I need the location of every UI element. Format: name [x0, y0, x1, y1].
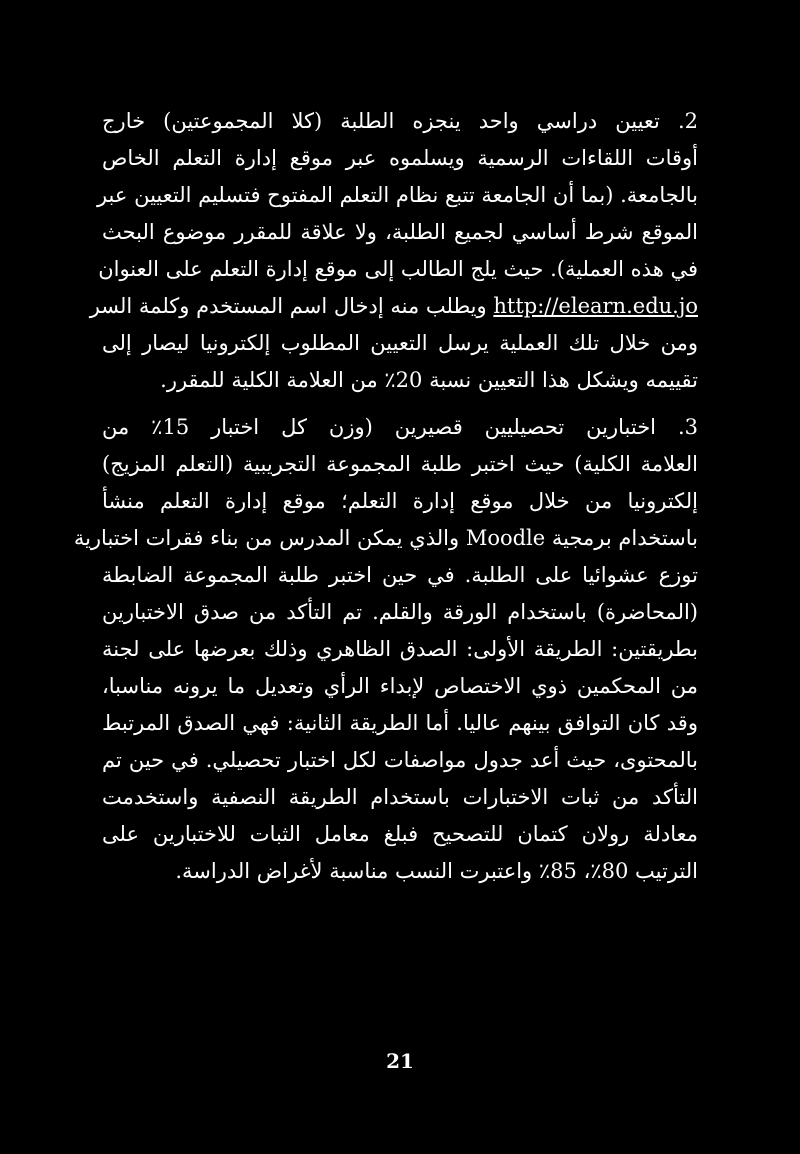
text-line: بالجامعة. (بما أن الجامعة تتبع نظام التعلم المفتوح فتسليم التعيين عبر — [96, 183, 698, 207]
text-line: توزع عشوائيا على الطلبة. في حين اختبر طلبة المجموعة الضابطة — [102, 563, 698, 587]
text-fragment: والذي يمكن المدرس من بناء فقرات اختبارية — [73, 526, 460, 550]
text-line: 2. تعيين دراسي واحد ينجزه الطلبة (كلا المجموعتين) خارج — [102, 109, 698, 133]
text-line: معادلة رولان كتمان للتصحيح فبلغ معامل الثبات للاختبارين على — [102, 822, 698, 846]
course-site-link[interactable]: http://elearn.edu.jo — [493, 294, 698, 318]
moodle-term: Moodle — [465, 526, 546, 550]
text-line: في هذه العملية). حيث يلج الطالب إلى موقع إدارة التعلم على العنوان — [98, 257, 698, 281]
text-line: إلكترونيا من خلال موقع إدارة التعلم؛ موقع إدارة التعلم منشأ — [102, 489, 698, 513]
text-line: الموقع شرط أساسي لجميع الطلبة، ولا علاقة للمقرر موضوع البحث — [102, 220, 698, 244]
text-line: الترتيب 80٪، 85٪ واعتبرت النسب مناسبة لأغراض الدراسة. — [175, 859, 698, 883]
text-line: العلامة الكلية) حيث اختبر طلبة المجموعة التجريبية (التعلم المزيج) — [102, 452, 698, 476]
text-line: أوقات اللقاءات الرسمية ويسلموه عبر موقع إدارة التعلم الخاص — [102, 146, 698, 170]
text-fragment: باستخدام برمجية — [551, 526, 698, 550]
text-line: (المحاضرة) باستخدام الورقة والقلم. تم التأكد من صدق الاختبارين — [102, 600, 698, 624]
document-page — [73, 104, 698, 1024]
text-line: وقد كان التوافق بينهم عاليا. أما الطريقة الثانية: فهي الصدق المرتبط — [102, 711, 698, 735]
text-line-with-moodle — [73, 521, 698, 555]
text-fragment: ويطلب منه إدخال اسم المستخدم وكلمة السر — [89, 294, 487, 318]
text-line: تقييمه ويشكل هذا التعيين نسبة 20٪ من العلامة الكلية للمقرر. — [160, 368, 698, 392]
text-line: ومن خلال تلك العملية يرسل التعيين المطلوب إلكترونيا ليصار إلى — [102, 331, 698, 355]
text-line: 3. اختبارين تحصيليين قصيرين (وزن كل اختبار 15٪ من — [102, 415, 698, 439]
text-line: بطريقتين: الطريقة الأولى: الصدق الظاهري وذلك بعرضها على لجنة — [102, 637, 698, 661]
text-line-with-url — [89, 289, 698, 323]
text-line: من المحكمين ذوي الاختصاص لإبداء الرأي وتعديل ما يرونه مناسبا، — [102, 674, 698, 698]
text-line: بالمحتوى، حيث أعد جدول مواصفات لكل اختبار تحصيلي. في حين تم — [102, 748, 698, 772]
text-line: التأكد من ثبات الاختبارات باستخدام الطريقة النصفية واستخدمت — [102, 785, 698, 809]
page-number: 21 — [386, 1049, 414, 1073]
